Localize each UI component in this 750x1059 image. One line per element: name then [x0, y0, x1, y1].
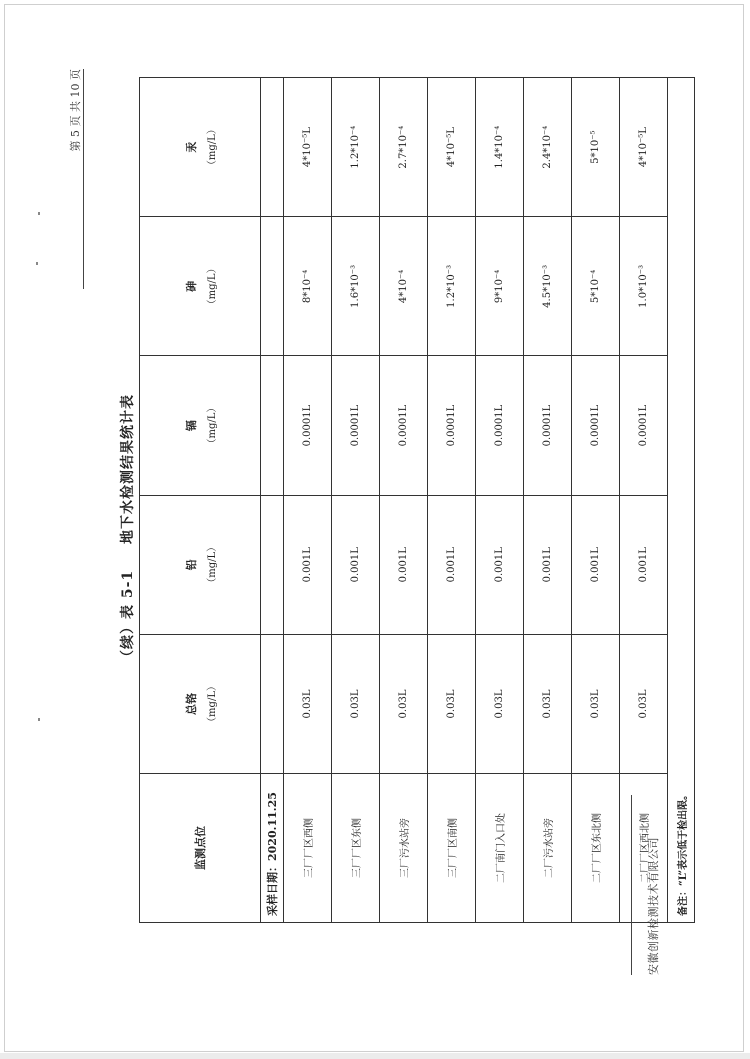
cell-mercury: 5*10⁻⁵	[572, 78, 620, 217]
cell-total-chromium: 0.03L	[524, 634, 572, 773]
cell-lead: 0.001L	[380, 495, 428, 634]
table-row	[332, 78, 380, 923]
cell-arsenic: 1.0*10⁻³	[620, 217, 668, 356]
cell-total-chromium: 0.03L	[620, 634, 668, 773]
table-row	[572, 78, 620, 923]
cell-site: 三厂厂区南侧	[428, 774, 476, 923]
scan-speck	[36, 262, 38, 265]
cell-mercury: 4*10⁻⁵L	[620, 78, 668, 217]
col-header-total-chromium: 总铬 （mg/L）	[140, 634, 261, 773]
cell-lead: 0.001L	[572, 495, 620, 634]
cell-total-chromium: 0.03L	[476, 634, 524, 773]
cell-site: 二厂污水站旁	[524, 774, 572, 923]
table-title	[117, 49, 137, 1009]
cell-mercury: 4*10⁻⁵L	[428, 78, 476, 217]
table-note: 备注：“L”表示低于检出限。	[668, 78, 695, 923]
col-header-cadmium: 镉 （mg/L）	[140, 356, 261, 495]
table-header-row	[140, 78, 261, 923]
col-header-site: 监测点位	[140, 774, 261, 923]
col-header-lead: 铅 （mg/L）	[140, 495, 261, 634]
cell-cadmium: 0.0001L	[572, 356, 620, 495]
cell-cadmium: 0.0001L	[284, 356, 332, 495]
cell-site: 三厂厂区东侧	[332, 774, 380, 923]
cell-cadmium: 0.0001L	[428, 356, 476, 495]
scan-speck	[38, 718, 40, 721]
header-rule	[83, 69, 84, 289]
rotated-report-sheet	[55, 49, 695, 1009]
cell-total-chromium: 0.03L	[572, 634, 620, 773]
company-name: 安徽创新检测技术有限公司	[647, 837, 660, 975]
table-row	[284, 78, 332, 923]
table-row	[476, 78, 524, 923]
cell-mercury: 4*10⁻⁵L	[284, 78, 332, 217]
cell-arsenic: 8*10⁻⁴	[284, 217, 332, 356]
groundwater-results-table	[139, 77, 695, 923]
table-row	[380, 78, 428, 923]
cell-arsenic: 1.6*10⁻³	[332, 217, 380, 356]
cell-cadmium: 0.0001L	[620, 356, 668, 495]
cell-site: 二厂厂区东北侧	[572, 774, 620, 923]
cell-lead: 0.001L	[428, 495, 476, 634]
cell-total-chromium: 0.03L	[428, 634, 476, 773]
cell-mercury: 1.4*10⁻⁴	[476, 78, 524, 217]
col-header-arsenic: 砷 （mg/L）	[140, 217, 261, 356]
cell-lead: 0.001L	[620, 495, 668, 634]
cell-cadmium: 0.0001L	[476, 356, 524, 495]
cell-cadmium: 0.0001L	[524, 356, 572, 495]
cell-total-chromium: 0.03L	[284, 634, 332, 773]
cell-total-chromium: 0.03L	[380, 634, 428, 773]
cell-arsenic: 9*10⁻⁴	[476, 217, 524, 356]
cell-arsenic: 1.2*10⁻³	[428, 217, 476, 356]
sampling-date: 采样日期：2020.11.25	[261, 774, 284, 923]
cell-lead: 0.001L	[332, 495, 380, 634]
cell-site: 三厂厂区西侧	[284, 774, 332, 923]
page-indicator: 第 5 页 共 10 页	[69, 69, 82, 152]
table-caption: 地下水检测结果统计表	[120, 393, 136, 544]
cell-site: 三厂污水站旁	[380, 774, 428, 923]
cell-mercury: 2.4*10⁻⁴	[524, 78, 572, 217]
cell-site: 二厂厂区西北侧	[620, 774, 668, 923]
cell-mercury: 1.2*10⁻⁴	[332, 78, 380, 217]
cell-total-chromium: 0.03L	[332, 634, 380, 773]
cell-arsenic: 4*10⁻⁴	[380, 217, 428, 356]
cell-lead: 0.001L	[524, 495, 572, 634]
scan-edge	[0, 1053, 750, 1059]
cell-cadmium: 0.0001L	[332, 356, 380, 495]
table-row	[428, 78, 476, 923]
note-row	[668, 78, 695, 923]
cell-site: 二厂南门入口处	[476, 774, 524, 923]
cell-mercury: 2.7*10⁻⁴	[380, 78, 428, 217]
table-number: （续）表 5-1	[120, 569, 136, 665]
scan-speck	[38, 212, 40, 215]
footer-rule	[631, 795, 632, 975]
sampling-date-row	[261, 78, 284, 923]
table-row	[524, 78, 572, 923]
cell-lead: 0.001L	[284, 495, 332, 634]
cell-lead: 0.001L	[476, 495, 524, 634]
cell-cadmium: 0.0001L	[380, 356, 428, 495]
cell-arsenic: 4.5*10⁻³	[524, 217, 572, 356]
cell-arsenic: 5*10⁻⁴	[572, 217, 620, 356]
col-header-mercury: 汞 （mg/L）	[140, 78, 261, 217]
table-row	[620, 78, 668, 923]
